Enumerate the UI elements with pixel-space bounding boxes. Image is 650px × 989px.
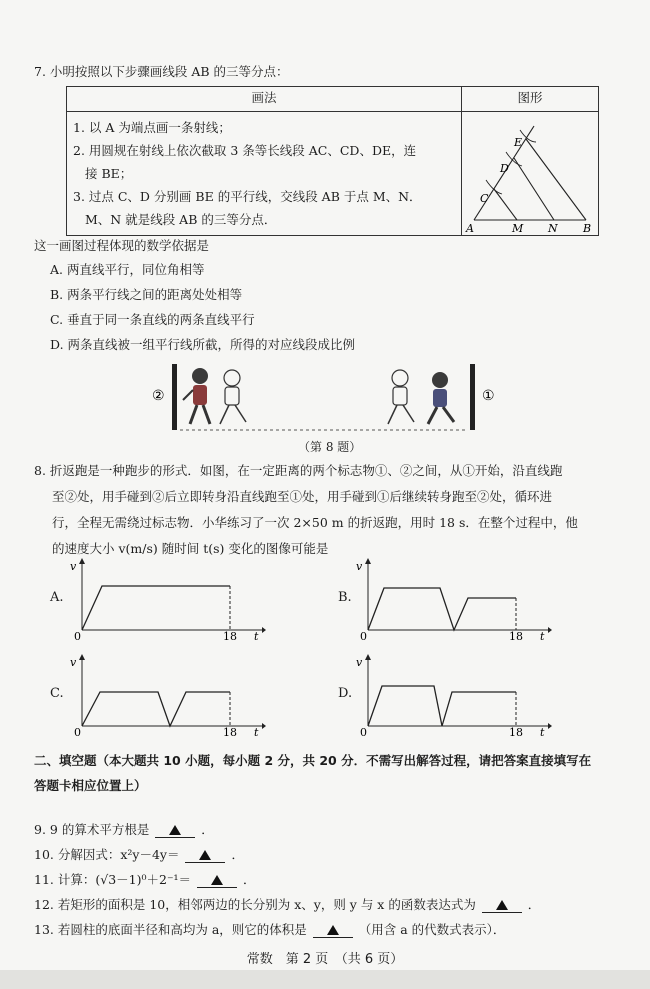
graph-b	[352, 558, 552, 640]
q7-option-c: C. 垂直于同一条直线的两条直线平行	[50, 312, 255, 327]
q7-question: 这一画图过程体现的数学依据是	[34, 238, 210, 253]
triangle-icon	[169, 825, 181, 835]
q12-text: 12. 若矩形的面积是 10，相邻两边的长分别为 x、y，则 y 与 x 的函数表达式为	[34, 897, 476, 912]
graph-d-label: D.	[338, 686, 353, 701]
q10-end: ．	[231, 847, 244, 862]
method-steps	[67, 112, 462, 236]
step-2b: 接 BE；	[85, 166, 133, 181]
graph-b-label: B.	[338, 590, 352, 605]
label-A: A	[466, 222, 474, 232]
triangle-icon	[211, 875, 223, 885]
graph-d-y-axis: v	[356, 656, 363, 669]
graph-d-x-axis: t	[540, 726, 545, 736]
runner-dark-left	[183, 368, 210, 424]
graph-a-x-axis: t	[254, 630, 259, 640]
q10-answer-blank[interactable]	[185, 847, 225, 863]
step-3b: M、N 就是线段 AB 的三等分点．	[85, 212, 277, 227]
step-2a: 2. 用圆规在射线上依次截取 3 条等长线段 AC、CD、DE，连	[73, 143, 417, 158]
table-header-method: 画法	[67, 87, 462, 112]
graph-d-end: 18	[509, 726, 523, 736]
graph-c-origin: 0	[74, 726, 81, 736]
section-2-heading-line-1: 二、填空题（本大题共 10 小题，每小题 2 分，共 20 分．不需写出解答过程，请把答案直接填写在	[34, 753, 592, 768]
q10	[34, 845, 244, 863]
marker-1: ①	[482, 388, 495, 404]
q7-option-d: D. 两条直线被一组平行线所截，所得的对应线段成比例	[50, 337, 356, 352]
q13-end: （用含 a 的代数式表示）．	[358, 922, 506, 937]
q12-end: ．	[527, 897, 541, 912]
label-M: M	[512, 222, 524, 232]
q12	[34, 895, 540, 913]
graph-c-label: C.	[50, 686, 64, 701]
q9-answer-blank[interactable]	[155, 822, 195, 838]
label-D: D	[500, 162, 509, 175]
triangle-icon	[199, 850, 211, 860]
figure-8-caption: （第 8 题）	[298, 440, 362, 454]
graph-c-end: 18	[223, 726, 237, 736]
label-N: N	[548, 222, 558, 232]
graph-b-origin: 0	[360, 630, 367, 640]
runner-dark-right	[428, 372, 454, 424]
figure-cell	[462, 112, 599, 236]
graph-b-y-axis: v	[356, 560, 363, 573]
q7-method-table	[66, 86, 599, 236]
label-B: B	[583, 222, 592, 232]
q7-title: 7. 小明按照以下步骤画线段 AB 的三等分点：	[34, 64, 289, 79]
graph-c-x-axis: t	[254, 726, 259, 736]
page-footer: 常数 第 2 页 （共 6 页）	[246, 952, 404, 967]
graph-d	[352, 654, 552, 736]
q9-end: ．	[201, 822, 214, 837]
q8-line-4: 的速度大小 v(m/s) 随时间 t(s) 变化的图像可能是	[52, 541, 329, 556]
q13	[34, 920, 505, 938]
section-2-heading-line-2: 答题卡相应位置上）	[34, 778, 147, 793]
q12-answer-blank[interactable]	[482, 897, 522, 913]
q11-answer-blank[interactable]	[197, 872, 237, 888]
q10-text: 10. 分解因式：x²y－4y＝	[34, 847, 180, 862]
graph-a-label: A.	[50, 590, 64, 605]
graph-a-end: 18	[223, 630, 237, 640]
triangle-icon	[496, 900, 508, 910]
q9	[34, 820, 214, 838]
runner-light-left	[220, 370, 246, 424]
step-1: 1. 以 A 为端点画一条射线；	[73, 120, 231, 135]
graph-d-origin: 0	[360, 726, 367, 736]
label-C: C	[480, 192, 489, 205]
q13-answer-blank[interactable]	[313, 922, 353, 938]
section-2-heading	[34, 748, 624, 798]
graph-c	[66, 654, 266, 736]
graph-b-x-axis: t	[540, 630, 545, 640]
q7-option-b: B. 两条平行线之间的距离处处相等	[50, 287, 243, 302]
triangle-icon	[327, 925, 339, 935]
q11-text: 11. 计算：(√3－1)⁰＋2⁻¹＝	[34, 872, 192, 887]
trisection-figure	[462, 112, 596, 232]
runner-light-right	[388, 370, 414, 424]
q7-option-a: A. 两直线平行，同位角相等	[50, 262, 205, 277]
q9-text: 9. 9 的算术平方根是	[34, 822, 150, 837]
q8-line-3: 行，全程无需绕过标志物．小华练习了一次 2×50 m 的折返跑，用时 18 s．在整个过程中，他	[52, 515, 578, 530]
graph-c-y-axis: v	[70, 656, 77, 669]
label-E: E	[514, 136, 523, 149]
step-3a: 3. 过点 C、D 分别画 BE 的平行线，交线段 AB 于点 M、N．	[73, 189, 422, 204]
graph-a-origin: 0	[74, 630, 81, 640]
q8-line-1: 8. 折返跑是一种跑步的形式．如图，在一定距离的两个标志物①、②之间，从①开始，沿直线跑	[34, 463, 563, 478]
q8-line-2: 至②处，用手碰到②后立即转身沿直线跑至①处，用手碰到①后继续转身跑至②处，循环进	[52, 489, 553, 504]
q11	[34, 870, 256, 888]
q8-text	[34, 458, 614, 562]
marker-2: ②	[152, 388, 165, 404]
graph-a-y-axis: v	[70, 560, 77, 573]
shuttle-run-illustration	[150, 360, 500, 436]
scan-edge	[0, 970, 650, 989]
q13-text: 13. 若圆柱的底面半径和高均为 a，则它的体积是	[34, 922, 307, 937]
graph-b-end: 18	[509, 630, 523, 640]
table-header-figure: 图形	[462, 87, 599, 112]
graph-a	[66, 558, 266, 640]
q11-end: ．	[243, 872, 256, 887]
